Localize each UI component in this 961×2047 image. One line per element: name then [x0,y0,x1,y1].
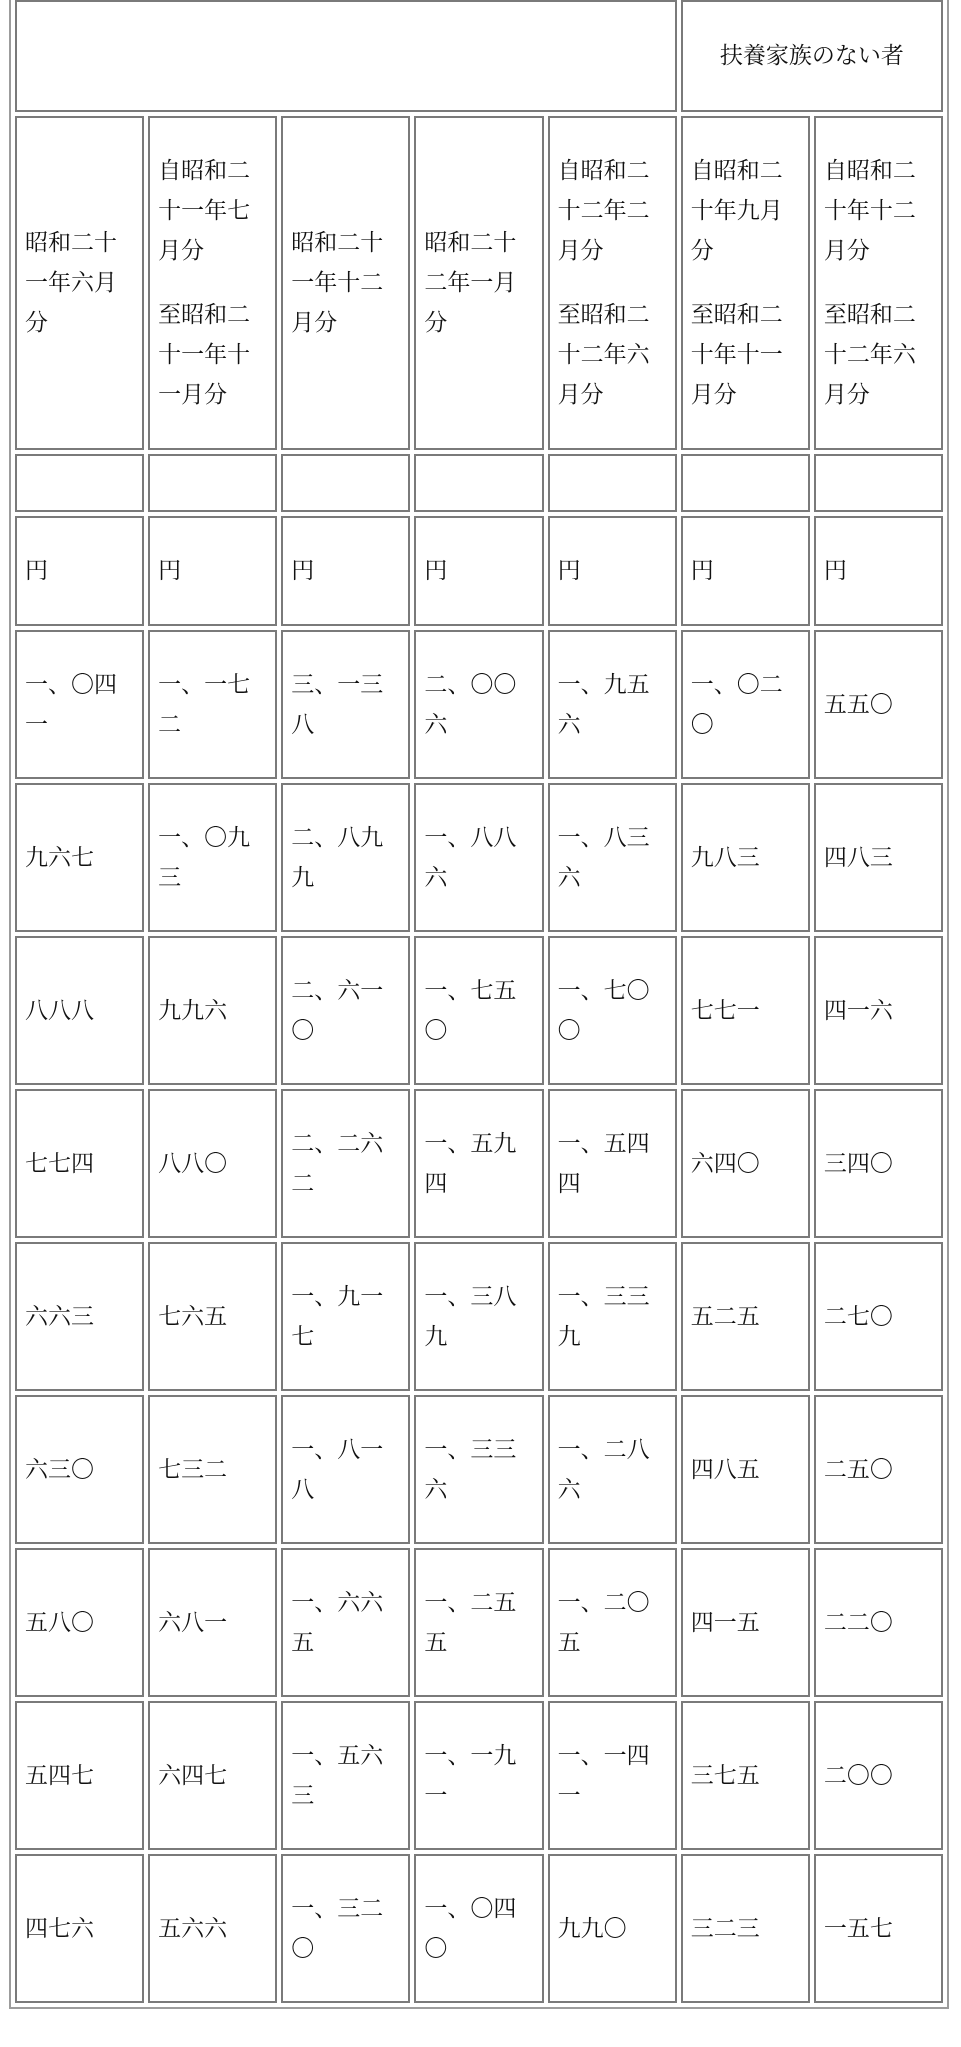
amount-cell: 二五〇 [814,1395,943,1544]
amount-cell: 五二五 [681,1242,810,1391]
amount-cell: 二〇〇 [814,1701,943,1850]
amount-cell: 六六三 [15,1242,144,1391]
amount-cell: 三七五 [681,1701,810,1850]
amount-cell: 一、一四一 [548,1701,677,1850]
group-header-row [15,0,943,112]
blank-cell [281,454,410,512]
amount-cell: 三、一三八 [281,630,410,779]
amount-cell: 三四〇 [814,1089,943,1238]
blank-cell [681,454,810,512]
amount-cell: 六四七 [148,1701,277,1850]
table-row [15,1548,943,1697]
unit-cell: 円 [414,516,543,626]
amount-cell: 二、八九九 [281,783,410,932]
amount-cell: 一、三三六 [414,1395,543,1544]
amount-cell: 一、五九四 [414,1089,543,1238]
amount-cell: 六四〇 [681,1089,810,1238]
amount-cell: 一、〇二〇 [681,630,810,779]
amount-cell: 一、八一八 [281,1395,410,1544]
amount-cell: 一、七〇〇 [548,936,677,1085]
amount-cell: 九六七 [15,783,144,932]
unit-cell: 円 [814,516,943,626]
amount-cell: 八八〇 [148,1089,277,1238]
amount-cell: 四一五 [681,1548,810,1697]
amount-cell: 七三二 [148,1395,277,1544]
amount-cell: 一、二〇五 [548,1548,677,1697]
table-row [15,1854,943,2003]
amount-cell: 一、〇九三 [148,783,277,932]
table-row [15,1089,943,1238]
amount-cell: 二、〇〇六 [414,630,543,779]
amount-cell: 一、八八六 [414,783,543,932]
amount-cell: 一、五四四 [548,1089,677,1238]
period-cell: 自昭和二十二年二月分 至昭和二十二年六月分 [548,116,677,450]
unit-cell: 円 [15,516,144,626]
amount-cell: 九九六 [148,936,277,1085]
blank-cell [414,454,543,512]
period-cell: 自昭和二十年十二月分 至昭和二十二年六月分 [814,116,943,450]
amount-cell: 二二〇 [814,1548,943,1697]
data-rows [15,630,943,2003]
amount-cell: 一、二八六 [548,1395,677,1544]
amount-cell: 五四七 [15,1701,144,1850]
blank-row [15,454,943,512]
blank-cell [814,454,943,512]
amount-cell: 四一六 [814,936,943,1085]
amount-cell: 六三〇 [15,1395,144,1544]
amount-cell: 五五〇 [814,630,943,779]
blank-cell [548,454,677,512]
amount-cell: 三二三 [681,1854,810,2003]
amount-cell: 九八三 [681,783,810,932]
amount-cell: 一、三八九 [414,1242,543,1391]
amount-cell: 四八三 [814,783,943,932]
amount-cell: 二七〇 [814,1242,943,1391]
period-cell: 自昭和二十一年七月分 至昭和二十一年十一月分 [148,116,277,450]
table-row [15,783,943,932]
unit-cell: 円 [281,516,410,626]
table-row [15,1701,943,1850]
amount-cell: 一、三二〇 [281,1854,410,2003]
amount-cell: 一、九五六 [548,630,677,779]
unit-row [15,516,943,626]
amount-cell: 一、一九一 [414,1701,543,1850]
amount-cell: 一、九一七 [281,1242,410,1391]
amount-cell: 四七六 [15,1854,144,2003]
period-cell: 自昭和二十年九月分 至昭和二十年十一月分 [681,116,810,450]
amount-cell: 六八一 [148,1548,277,1697]
table-row [15,936,943,1085]
no-dependents-header: 扶養家族のない者 [681,0,943,112]
unit-cell: 円 [148,516,277,626]
amount-cell: 二、二六二 [281,1089,410,1238]
amount-cell: 七七一 [681,936,810,1085]
unit-cell: 円 [548,516,677,626]
amount-cell: 七六五 [148,1242,277,1391]
amount-cell: 一、一七二 [148,630,277,779]
unit-cell: 円 [681,516,810,626]
period-cell: 昭和二十二年一月分 [414,116,543,450]
amount-cell: 一、六六五 [281,1548,410,1697]
group-header-blank-cell [15,0,677,112]
salary-table [9,0,949,2009]
amount-cell: 七七四 [15,1089,144,1238]
period-cell: 昭和二十一年十二月分 [281,116,410,450]
amount-cell: 一、八三六 [548,783,677,932]
amount-cell: 一、二五五 [414,1548,543,1697]
table-row [15,1242,943,1391]
amount-cell: 一、〇四〇 [414,1854,543,2003]
blank-cell [15,454,144,512]
amount-cell: 四八五 [681,1395,810,1544]
period-cell: 昭和二十一年六月分 [15,116,144,450]
amount-cell: 五八〇 [15,1548,144,1697]
blank-cell [148,454,277,512]
table-row [15,1395,943,1544]
amount-cell: 一、三三九 [548,1242,677,1391]
table-row [15,630,943,779]
amount-cell: 一、五六三 [281,1701,410,1850]
amount-cell: 五六六 [148,1854,277,2003]
amount-cell: 一五七 [814,1854,943,2003]
amount-cell: 九九〇 [548,1854,677,2003]
amount-cell: 一、七五〇 [414,936,543,1085]
amount-cell: 二、六一〇 [281,936,410,1085]
amount-cell: 一、〇四一 [15,630,144,779]
amount-cell: 八八八 [15,936,144,1085]
period-header-row [15,116,943,450]
